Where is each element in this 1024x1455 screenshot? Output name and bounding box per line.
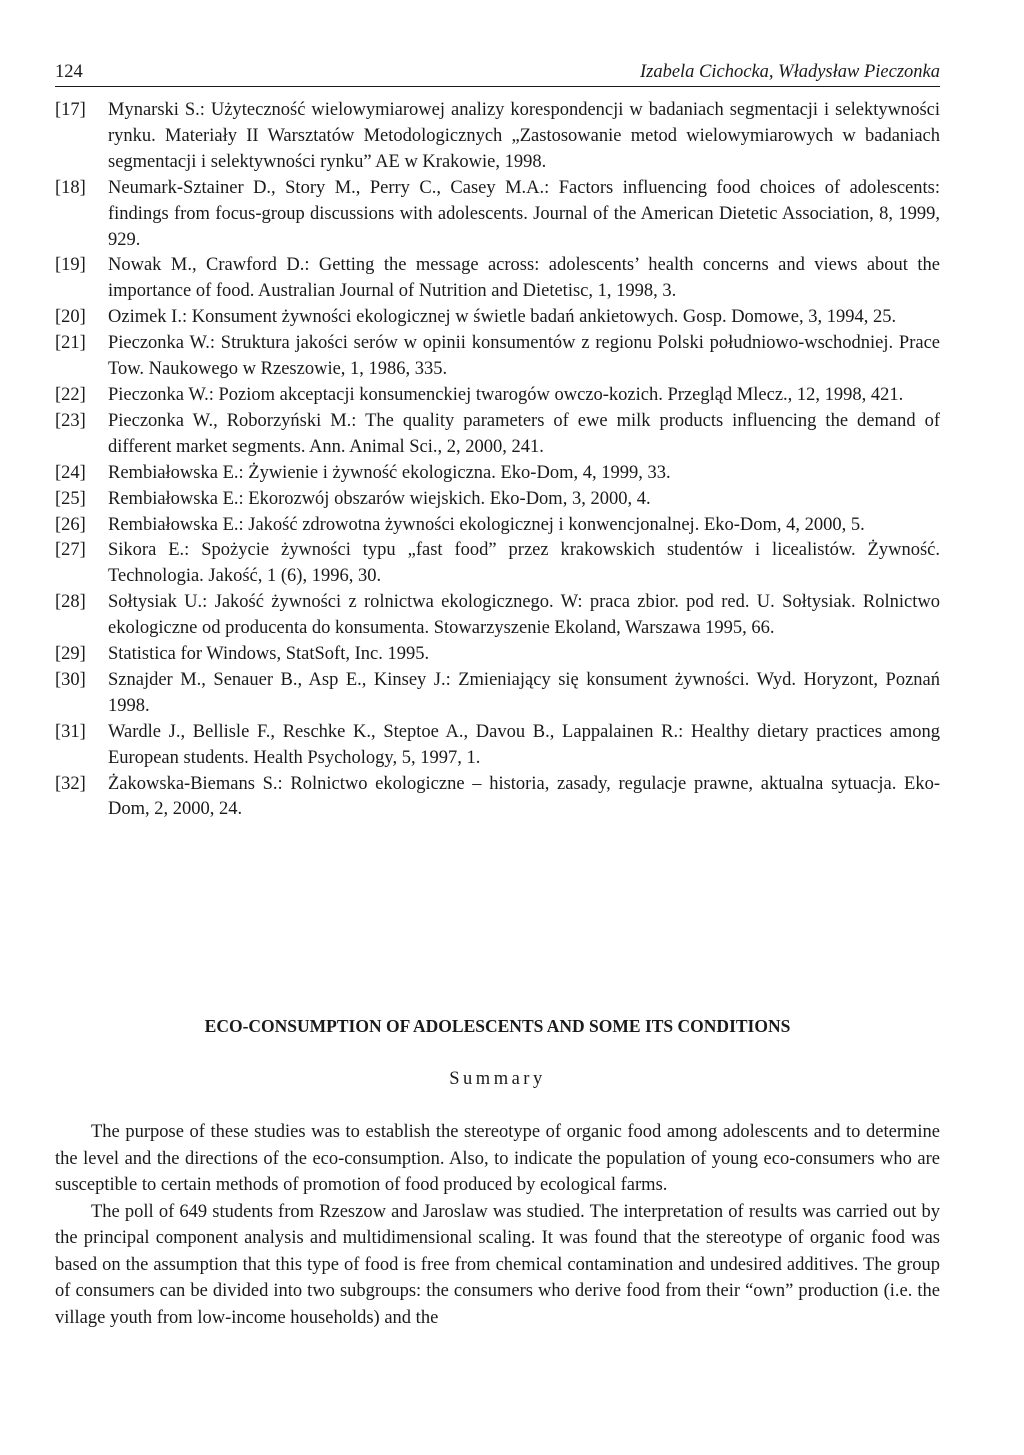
reference-number: [17] (55, 100, 86, 120)
reference-number: [27] (55, 540, 86, 561)
page-number: 124 (55, 62, 83, 82)
reference-item (55, 538, 940, 590)
reference-text: Rembiałowska E.: Ekorozwój obszarów wiejskich. Eko-Dom, 3, 2000, 4. (108, 488, 651, 509)
reference-item (55, 590, 940, 642)
reference-item (55, 305, 940, 331)
reference-item (55, 668, 940, 720)
reference-number: [30] (55, 669, 86, 690)
reference-item (55, 98, 940, 176)
reference-item (55, 487, 940, 513)
reference-number: [21] (55, 333, 86, 354)
reference-number: [29] (55, 644, 86, 665)
reference-number: [22] (55, 384, 86, 405)
summary-title: ECO-CONSUMPTION OF ADOLESCENTS AND SOME ITS CONDITIONS (204, 1016, 791, 1036)
reference-text: Ozimek I.: Konsument żywności ekologicznej w świetle badań ankietowych. Gosp. Domowe, 3, 1994, 25. (108, 307, 897, 328)
reference-number: [32] (55, 773, 86, 794)
reference-text: Sikora E.: Spożycie żywności typu „fast food” przez krakowskich studentów i licealistów. Żywność. Technologia. Jakość, 1 (6), 1996, 30. (108, 540, 940, 587)
reference-text: Sołtysiak U.: Jakość żywności z rolnictwa ekologicznego. W: praca zbior. pod red. U. Sołtysiak. Rolnictwo ekologiczne od producenta do konsumenta. Stowarzyszenie Ekoland, Warszawa 1995, 66. (108, 592, 940, 639)
reference-number: [20] (55, 307, 86, 328)
reference-number: [26] (55, 514, 86, 535)
reference-text: Pieczonka W.: Struktura jakości serów w opinii konsumentów z regionu Polski południowo-wschodniej. Prace Tow. Naukowego w Rzeszowie, 1, 1986, 335. (108, 333, 940, 380)
reference-item (55, 383, 940, 409)
reference-text: Statistica for Windows, StatSoft, Inc. 1995. (108, 644, 430, 665)
reference-list (55, 98, 940, 823)
reference-item (55, 331, 940, 383)
reference-item (55, 642, 940, 668)
running-head (55, 60, 940, 87)
reference-text: Pieczonka W.: Poziom akceptacji konsumenckiej twarogów owczo-kozich. Przegląd Mlecz., 12, 1998, 421. (108, 384, 904, 405)
reference-item (55, 409, 940, 461)
reference-text: Neumark-Sztainer D., Story M., Perry C., Casey M.A.: Factors influencing food choices of adolescents: findings from focus-group discussions with adolescents. Journal of the American Dietetic Association, 8, 1999, 929. (108, 177, 940, 250)
reference-item (55, 772, 940, 824)
reference-text: Sznajder M., Senauer B., Asp E., Kinsey J.: Zmieniający się konsument żywności. Wyd. Horyzont, Poznań 1998. (108, 669, 940, 716)
reference-text: Wardle J., Bellisle F., Reschke K., Steptoe A., Davou B., Lappalainen R.: Healthy dietary practices among European students. Health Psychology, 5, 1997, 1. (108, 721, 940, 768)
reference-item (55, 176, 940, 254)
reference-item (55, 513, 940, 539)
reference-item (55, 253, 940, 305)
reference-number: [25] (55, 488, 86, 509)
reference-number: [19] (55, 255, 86, 276)
reference-number: [18] (55, 177, 86, 198)
reference-number: [23] (55, 410, 86, 431)
reference-number: [31] (55, 721, 86, 742)
reference-text: Mynarski S.: Użyteczność wielowymiarowej analizy korespondencji w badaniach segmentacji i selektywności rynku. Materiały II Warsztatów Metodologicznych „Zastosowanie metod wielowymiarowych w badaniach segmentacji i selektywności rynku” AE w Krakowie, 1998. (108, 100, 940, 172)
reference-text: Rembiałowska E.: Żywienie i żywność ekologiczna. Eko-Dom, 4, 1999, 33. (108, 462, 671, 483)
reference-item (55, 720, 940, 772)
reference-text: Rembiałowska E.: Jakość zdrowotna żywności ekologicznej i konwencjonalnej. Eko-Dom, 4, 2000, 5. (108, 514, 865, 535)
reference-item (55, 461, 940, 487)
running-head-authors: Izabela Cichocka, Władysław Pieczonka (639, 62, 940, 82)
summary-body (55, 1119, 940, 1331)
reference-text: Żakowska-Biemans S.: Rolnictwo ekologiczne – historia, zasady, regulacje prawne, aktualna sytuacja. Eko-Dom, 2, 2000, 24. (108, 773, 940, 820)
summary-paragraph: The poll of 649 students from Rzeszow and Jaroslaw was studied. The interpretation of results was carried out by the principal component analysis and multidimensional scaling. It was found that the stereotype of organic food was based on the assumption that this type of food is free from chemical contamination and undesired additives. The group of consumers can be divided into two subgroups: the consumers who derive food from their “own” production (i.e. the village youth from low-income households) and the (55, 1201, 940, 1328)
reference-number: [28] (55, 592, 86, 613)
summary-paragraph: The purpose of these studies was to establish the stereotype of organic food among adolescents and to determine the level and the directions of the eco-consumption. Also, to indicate the population of young eco-consumers who are susceptible to certain methods of promotion of food produced by ecological farms. (55, 1122, 940, 1195)
summary-heading: Summary (449, 1069, 546, 1089)
reference-text: Pieczonka W., Roborzyński M.: The quality parameters of ewe milk products influencing the demand of different market segments. Ann. Animal Sci., 2, 2000, 241. (108, 410, 940, 457)
reference-text: Nowak M., Crawford D.: Getting the message across: adolescents’ health concerns and views about the importance of food. Australian Journal of Nutrition and Dietetisc, 1, 1998, 3. (108, 255, 940, 302)
reference-number: [24] (55, 462, 86, 483)
